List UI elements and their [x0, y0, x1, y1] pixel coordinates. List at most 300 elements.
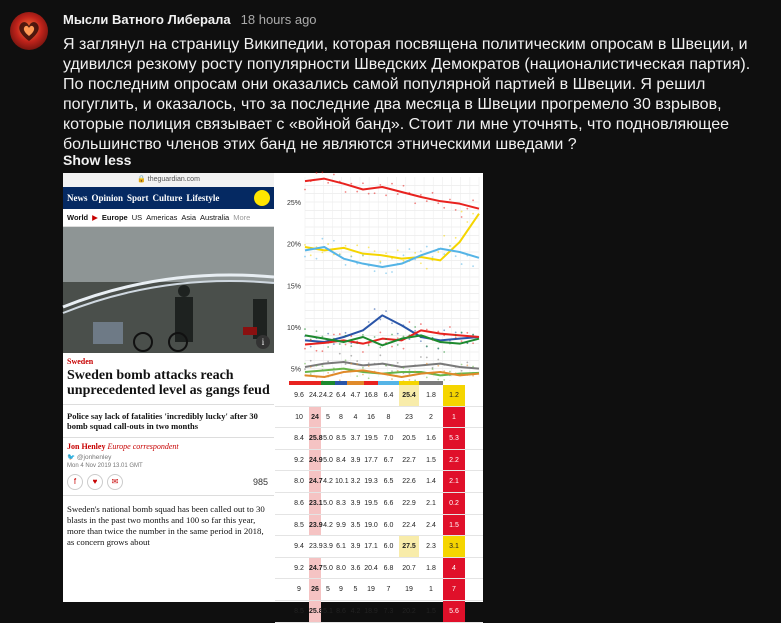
poll-point [385, 194, 387, 196]
poll-point [472, 199, 474, 201]
poll-point [322, 365, 324, 367]
poll-point [455, 237, 457, 239]
poll-point [333, 371, 335, 373]
row-spacer [275, 450, 289, 471]
poll-point [397, 344, 399, 346]
site-url: theguardian.com [147, 176, 200, 183]
poll-point [345, 245, 347, 247]
poll-point [397, 333, 399, 335]
poll-point [327, 372, 329, 374]
poll-point [449, 199, 451, 201]
table-cell: 7 [386, 586, 391, 594]
poll-point [327, 333, 329, 335]
row-spacer [275, 558, 289, 579]
poll-point [397, 370, 399, 372]
table-cell: 24 [309, 407, 321, 428]
table-cell: 1.5 [443, 515, 465, 536]
nav-item: Opinion [91, 193, 124, 203]
table-cell: 6.4 [383, 392, 394, 399]
table-cell: 1.4 [426, 478, 436, 486]
nav-item: Lifestyle [186, 193, 220, 203]
table-cell: 5.1 [323, 607, 333, 615]
poll-chart [275, 173, 483, 381]
y-tick-label: 15% [286, 283, 301, 291]
table-row [275, 407, 483, 429]
poll-point [322, 238, 324, 240]
table-cell: 9.6 [294, 392, 304, 399]
poll-point [362, 367, 364, 369]
poll-point [409, 248, 411, 250]
table-cell: 25.8 [309, 601, 321, 622]
table-cell: 27.5 [399, 536, 419, 557]
poll-point [409, 334, 411, 336]
poll-point [333, 240, 335, 242]
poll-point [327, 361, 329, 363]
poll-point [322, 252, 324, 254]
poll-point [379, 184, 381, 186]
table-cell: 3.7 [350, 435, 361, 443]
poll-point [362, 182, 364, 184]
poll-point [414, 326, 416, 328]
table-cell: 17.7 [364, 456, 378, 464]
poll-point [466, 332, 468, 334]
subnav-item: World [67, 213, 89, 222]
poll-point [437, 365, 439, 367]
poll-point [345, 359, 347, 361]
poll-point [345, 191, 347, 193]
share-count: 985 [252, 477, 268, 487]
table-cell: 9 [339, 586, 343, 594]
guardian-subnav [63, 209, 274, 227]
poll-point [316, 172, 318, 174]
poll-point [368, 344, 370, 346]
table-cell: 8 [386, 413, 391, 421]
table-cell: 9.2 [294, 456, 304, 464]
poll-point [397, 249, 399, 251]
poll-point [420, 262, 422, 264]
y-tick-label: 20% [286, 241, 301, 249]
comment-line: Я заглянул на страницу Википедии, которая посвящена политическим опросам в Швеции, и [63, 36, 748, 53]
subnav-item: Americas [146, 213, 178, 222]
poll-point [466, 364, 468, 366]
nav-item: Sport [127, 193, 149, 203]
row-spacer [275, 515, 289, 536]
poll-point [426, 363, 428, 365]
comment-line: которые полиция связывает с «войной банд». Стоит ли мне уточнять, что подновляющее [63, 116, 729, 133]
table-cell: 1 [443, 407, 465, 428]
poll-point [455, 337, 457, 339]
table-cell: 7 [443, 579, 465, 600]
poll-point [443, 253, 445, 255]
poll-point [310, 366, 312, 368]
poll-point [368, 377, 370, 379]
table-cell: 26 [309, 579, 321, 600]
poll-point [304, 348, 306, 350]
table-cell: 3.9 [350, 543, 361, 551]
table-cell: 4.7 [350, 392, 361, 399]
table-cell: 4.2 [350, 607, 361, 615]
poll-point [455, 209, 457, 211]
twitter-handle: 🐦 @jonhenley [67, 454, 112, 461]
poll-point [339, 353, 341, 355]
poll-point [472, 366, 474, 368]
row-spacer [275, 407, 289, 428]
poll-point [414, 330, 416, 332]
table-cell: 6.0 [383, 543, 394, 551]
poll-point [356, 360, 358, 362]
share-bar [63, 469, 274, 495]
row-spacer [275, 428, 289, 449]
table-cell: 5.0 [323, 456, 333, 464]
police-scene-illustration [63, 227, 274, 353]
table-cell: 5.3 [443, 428, 465, 449]
poll-point [403, 367, 405, 369]
table-cell: 2 [429, 413, 433, 421]
poll-point [414, 202, 416, 204]
poll-point [356, 375, 358, 377]
poll-point [472, 213, 474, 215]
table-row [275, 471, 483, 493]
table-cell: 4.2 [323, 478, 333, 486]
poll-point [322, 172, 324, 174]
comment-line: удивился резкому росту популярности Шведских Демократов (националистическая партия). [63, 56, 751, 73]
timestamp[interactable]: 18 hours ago [240, 12, 317, 27]
poll-point [391, 365, 393, 367]
subnav-item: US [131, 213, 143, 222]
poll-point [304, 328, 306, 330]
table-cell: 6.7 [383, 456, 394, 464]
subnav-item: Australia [200, 213, 230, 222]
table-cell: 19.5 [364, 499, 378, 507]
table-cell: 8.5 [294, 607, 304, 615]
table-cell: 19 [367, 586, 375, 594]
facebook-icon: f [67, 474, 83, 490]
poll-point [356, 363, 358, 365]
poll-point [379, 262, 381, 264]
y-tick-label: 5% [290, 366, 301, 374]
table-cell: 9.9 [336, 521, 346, 529]
poll-point [368, 321, 370, 323]
table-cell: 24.9 [309, 450, 321, 471]
table-cell: 24.2 [309, 392, 323, 399]
poll-point [420, 323, 422, 325]
poll-point [432, 368, 434, 370]
table-cell: 2.1 [443, 471, 465, 492]
info-icon: i [256, 335, 270, 349]
article-date: Mon 4 Nov 2019 13.01 GMT [67, 463, 143, 469]
poll-point [310, 373, 312, 375]
poll-point [391, 346, 393, 348]
table-cell: 7.3 [383, 607, 394, 615]
author-name: Jon Henley [67, 442, 106, 451]
y-tick-label: 25% [286, 200, 301, 207]
poll-point [316, 330, 318, 332]
table-cell: 3.2 [350, 478, 361, 486]
poll-point [466, 208, 468, 210]
poll-point [339, 333, 341, 335]
poll-point [374, 250, 376, 252]
article-headline: Sweden bomb attacks reach unprecedented level as gangs feud [63, 366, 274, 405]
subnav-item: Europe [101, 213, 128, 222]
table-cell: 18.9 [364, 607, 378, 615]
avatar[interactable] [10, 12, 48, 50]
table-cell: 23.9 [309, 543, 323, 551]
table-cell: 19.5 [364, 435, 378, 443]
table-cell: 16 [367, 413, 375, 421]
poll-point [362, 254, 364, 256]
table-cell: 20.7 [402, 564, 416, 572]
poll-point [461, 263, 463, 265]
poll-point [426, 357, 428, 359]
table-cell: 5.0 [323, 564, 333, 572]
row-spacer [275, 493, 289, 514]
poll-point [391, 183, 393, 185]
poll-rows [275, 385, 483, 623]
poll-point [304, 363, 306, 365]
table-row [275, 385, 483, 407]
poll-point [391, 322, 393, 324]
article-standfirst: Police say lack of fatalities 'incredibly lucky' after 30 bomb squad call-outs in two months [63, 405, 274, 438]
attached-image[interactable] [63, 173, 483, 615]
poll-point [385, 338, 387, 340]
poll-point [374, 192, 376, 194]
table-cell: 23.1 [309, 493, 321, 514]
table-row [275, 515, 483, 537]
comment-line: погуглить, и оказалось, что за последние два месяца в Швеции прогремело 30 взрывов, [63, 96, 722, 113]
poll-point [350, 183, 352, 185]
poll-point [310, 254, 312, 256]
poll-point [333, 174, 335, 176]
table-cell: 1.8 [426, 564, 436, 572]
poll-point [385, 364, 387, 366]
comment-header [63, 12, 317, 27]
poll-point [403, 348, 405, 350]
poll-point [333, 343, 335, 345]
series-line [305, 315, 479, 342]
subnav-item: Asia [181, 213, 197, 222]
table-cell: 4.2 [323, 392, 333, 399]
table-cell: 1.6 [426, 435, 436, 443]
table-cell: 1.5 [426, 456, 436, 464]
table-cell: 6.4 [336, 392, 346, 399]
table-row [275, 579, 483, 601]
poll-point [420, 194, 422, 196]
table-cell: 9 [297, 586, 301, 594]
poll-point [437, 202, 439, 204]
show-less-button[interactable]: Show less [63, 152, 132, 168]
table-cell: 23.9 [309, 515, 321, 536]
poll-point [443, 329, 445, 331]
author-name[interactable]: Мысли Ватного Либерала [63, 12, 231, 27]
poll-point [391, 334, 393, 336]
table-row [275, 428, 483, 450]
table-row [275, 601, 483, 623]
table-cell: 7.0 [383, 435, 394, 443]
poll-point [426, 200, 428, 202]
table-cell: 6.6 [383, 499, 394, 507]
poll-point [356, 191, 358, 193]
poll-point [345, 363, 347, 365]
table-cell: 8 [339, 413, 343, 421]
poll-point [403, 260, 405, 262]
article-byline [63, 438, 274, 451]
table-cell: 22.4 [402, 521, 416, 529]
poll-point [443, 235, 445, 237]
poll-point [426, 377, 428, 379]
poll-point [409, 369, 411, 371]
poll-table [275, 381, 483, 615]
poll-point [316, 258, 318, 260]
table-cell: 6.5 [383, 478, 394, 486]
table-cell: 25.8 [309, 428, 321, 449]
table-cell: 8.5 [294, 521, 304, 529]
poll-point [362, 374, 364, 376]
poll-point [362, 334, 364, 336]
table-cell: 2.4 [426, 521, 436, 529]
poll-point [403, 254, 405, 256]
comment-text [63, 35, 773, 155]
table-cell: 5 [353, 586, 358, 594]
url-bar: 🔒 theguardian.com [63, 173, 274, 187]
table-cell: 3.9 [323, 543, 333, 551]
table-cell: 5.6 [443, 601, 465, 622]
poll-point [472, 265, 474, 267]
table-row [275, 536, 483, 558]
table-cell: 3.6 [350, 564, 361, 572]
poll-point [432, 256, 434, 258]
twitter-icon: ♥ [87, 474, 103, 490]
poll-point [345, 264, 347, 266]
row-spacer [275, 579, 289, 600]
poll-point [466, 362, 468, 364]
poll-point [356, 342, 358, 344]
poll-point [350, 335, 352, 337]
poll-point [350, 355, 352, 357]
table-cell: 6.8 [383, 564, 394, 572]
poll-point [437, 359, 439, 361]
poll-point [432, 192, 434, 194]
poll-point [449, 245, 451, 247]
table-cell: 16.8 [364, 392, 378, 399]
poll-point [327, 182, 329, 184]
table-cell: 8.5 [336, 435, 346, 443]
poll-point [443, 351, 445, 353]
table-row [275, 558, 483, 580]
table-cell: 4.2 [323, 521, 333, 529]
y-tick-label: 10% [286, 325, 301, 332]
poll-point [316, 365, 318, 367]
series-line [305, 214, 479, 261]
table-cell: 1.2 [443, 385, 465, 406]
table-cell: 24.7 [309, 558, 321, 579]
table-cell: 3.9 [350, 456, 361, 464]
poll-point [455, 334, 457, 336]
poll-point [420, 337, 422, 339]
table-row [275, 493, 483, 515]
row-spacer [275, 471, 289, 492]
poll-point [461, 340, 463, 342]
poll-point [345, 344, 347, 346]
table-cell: 24.7 [309, 471, 321, 492]
poll-point [426, 246, 428, 248]
poll-point [409, 321, 411, 323]
table-cell: 2.1 [426, 499, 436, 507]
table-cell: 20.5 [402, 435, 416, 443]
nav-item: News [67, 193, 88, 203]
poll-point [327, 346, 329, 348]
poll-point [426, 268, 428, 270]
article-body: Sweden's national bomb squad has been called out to 30 blasts in the past two months and 100 so far this year, more than twice the number in the same period in 2018, as concern grows about [63, 495, 274, 548]
poll-point [304, 189, 306, 191]
poll-point [461, 364, 463, 366]
comment-line: По последним опросам они оказались самой популярной партией в Швеции. Я решил [63, 76, 706, 93]
menu-icon [254, 190, 270, 206]
table-cell: 5.0 [323, 499, 333, 507]
table-cell: 0.2 [443, 493, 465, 514]
table-cell: 10.1 [335, 478, 349, 486]
table-cell: 5 [326, 413, 330, 421]
poll-point [322, 350, 324, 352]
table-cell: 4 [443, 558, 465, 579]
poll-point [437, 347, 439, 349]
table-cell: 8.4 [294, 435, 304, 443]
poll-point [310, 360, 312, 362]
poll-point [385, 272, 387, 274]
table-cell: 8.6 [294, 499, 304, 507]
poll-point [379, 319, 381, 321]
table-cell: 3.9 [350, 499, 361, 507]
table-cell: 20.2 [402, 607, 416, 615]
poll-point [350, 256, 352, 258]
poll-point [345, 335, 347, 337]
poll-point [466, 221, 468, 223]
row-spacer [275, 601, 289, 622]
table-cell: 8.4 [336, 456, 346, 464]
guardian-nav [63, 187, 274, 209]
table-cell: 6.0 [383, 521, 394, 529]
table-cell: 22.6 [402, 478, 416, 486]
poll-point [385, 252, 387, 254]
poll-point [327, 243, 329, 245]
table-cell: 22.7 [402, 456, 416, 464]
poll-point [391, 271, 393, 273]
table-cell: 1.8 [426, 392, 436, 399]
poll-point [403, 336, 405, 338]
article-screenshot [63, 173, 274, 602]
article-section: Sweden [67, 357, 94, 366]
table-cell: 8.0 [294, 478, 304, 486]
arrow-icon: ▶ [92, 213, 98, 222]
poll-point [461, 332, 463, 334]
table-cell: 10 [295, 413, 303, 421]
poll-point [374, 308, 376, 310]
poll-point [426, 345, 428, 347]
table-cell: 2.3 [426, 543, 436, 551]
article-photo [63, 227, 274, 353]
table-cell: 2.2 [443, 450, 465, 471]
poll-point [362, 351, 364, 353]
table-cell: 5.0 [323, 435, 333, 443]
poll-point [420, 250, 422, 252]
poll-point [385, 310, 387, 312]
poll-point [304, 256, 306, 258]
table-cell: 22.9 [402, 499, 416, 507]
poll-point [350, 345, 352, 347]
poll-point [420, 356, 422, 358]
table-cell: 1 [429, 586, 433, 594]
poll-point [397, 193, 399, 195]
table-cell: 3.5 [350, 521, 361, 529]
